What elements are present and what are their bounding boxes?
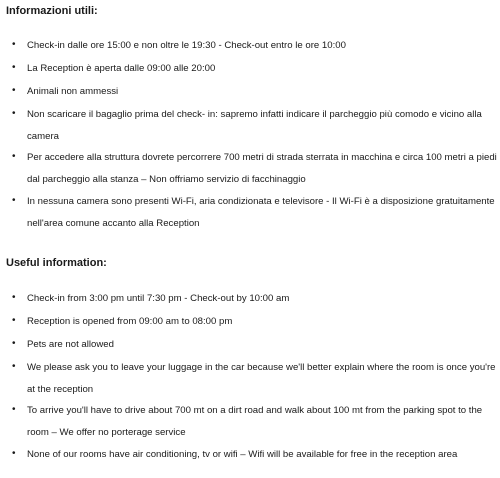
list-item-text: Per accedere alla struttura dovrete percorrere 700 metri di strada sterrata in macchina e circa 100 metri a piedi dal parcheggio alla stanza – Non offriamo servizio di facchinaggio xyxy=(27,152,497,185)
bullet-icon: • xyxy=(12,39,16,50)
list-item-text: In nessuna camera sono presenti Wi-Fi, aria condizionata e televisore - Il Wi-Fi è a disposizione gratuitamente nell'area comune accanto alla Reception xyxy=(27,196,495,229)
list-item-text: None of our rooms have air conditioning, tv or wifi – Wifi will be available for free in the reception area xyxy=(27,449,458,460)
list-item-text: Check-in from 3:00 pm until 7:30 pm - Check-out by 10:00 am xyxy=(27,293,290,304)
list-item-text: To arrive you'll have to drive about 700 mt on a dirt road and walk about 100 mt from the parking spot to the room – We offer no porterage service xyxy=(27,405,483,438)
bullet-icon: • xyxy=(12,108,16,119)
list-item-text: We please ask you to leave your luggage in the car because we'll better explain where the room is once you're at the reception xyxy=(27,362,496,395)
bullet-icon: • xyxy=(12,195,16,206)
bullet-icon: • xyxy=(12,292,16,303)
list-item-text: La Reception è aperta dalle 09:00 alle 20:00 xyxy=(27,63,216,74)
list-item-text: Check-in dalle ore 15:00 e non oltre le 19:30 - Check-out entro le ore 10:00 xyxy=(27,40,346,51)
bullet-icon: • xyxy=(12,315,16,326)
list-item-text: Pets are not allowed xyxy=(27,339,114,350)
list-item-text: Animali non ammessi xyxy=(27,86,119,97)
bullet-icon: • xyxy=(12,151,16,162)
bullet-icon: • xyxy=(12,338,16,349)
list-item-text: Reception is opened from 09:00 am to 08:00 pm xyxy=(27,316,233,327)
italian-section-title: Informazioni utili: xyxy=(6,5,98,17)
english-section-title: Useful information: xyxy=(6,257,107,269)
bullet-icon: • xyxy=(12,448,16,459)
list-item-text: Non scaricare il bagaglio prima del check- in: sapremo infatti indicare il parcheggio più comodo e vicino alla camera xyxy=(27,109,482,142)
bullet-icon: • xyxy=(12,62,16,73)
bullet-icon: • xyxy=(12,404,16,415)
bullet-icon: • xyxy=(12,85,16,96)
bullet-icon: • xyxy=(12,361,16,372)
